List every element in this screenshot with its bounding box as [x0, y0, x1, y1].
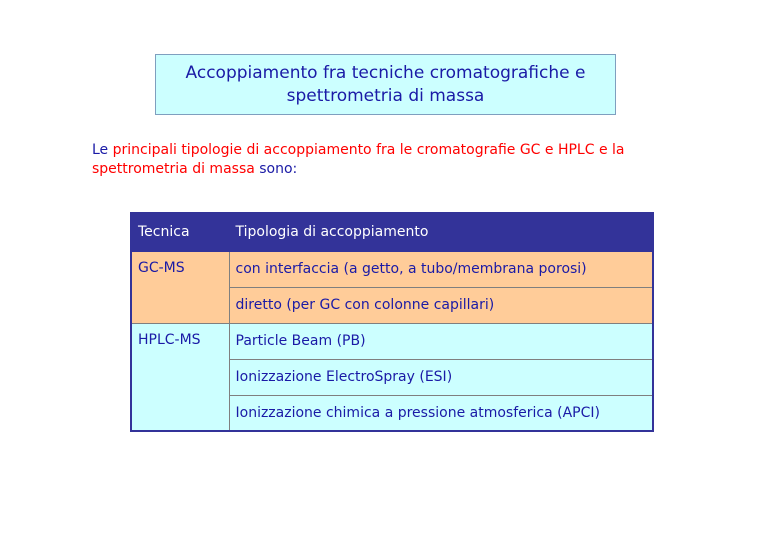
coupling-type-cell: Particle Beam (PB) [229, 323, 653, 359]
intro-text-start: Le [92, 142, 113, 158]
table-row [131, 251, 653, 287]
coupling-table [130, 212, 654, 432]
header-tipologia: Tipologia di accoppiamento [229, 213, 653, 251]
coupling-type-cell: con interfaccia (a getto, a tubo/membrana porosi) [229, 251, 653, 287]
intro-text-end: sono: [254, 161, 298, 177]
title-line-1: Accoppiamento fra tecniche cromatografiche e [185, 62, 586, 83]
header-tecnica: Tecnica [131, 213, 229, 251]
coupling-type-cell: diretto (per GC con colonne capillari) [229, 287, 653, 323]
slide-title [155, 54, 616, 115]
intro-paragraph [92, 141, 712, 179]
intro-highlight: principali tipologie di accoppiamento fra le cromatografie GC e HPLC e la spettrometria di massa [92, 142, 625, 177]
technique-gc-ms: GC-MS [131, 251, 229, 323]
coupling-type-cell: Ionizzazione ElectroSpray (ESI) [229, 359, 653, 395]
table-header-row [131, 213, 653, 251]
coupling-type-cell: Ionizzazione chimica a pressione atmosferica (APCI) [229, 395, 653, 431]
title-line-2: spettrometria di massa [286, 85, 485, 106]
table-row [131, 323, 653, 359]
technique-hplc-ms: HPLC-MS [131, 323, 229, 431]
